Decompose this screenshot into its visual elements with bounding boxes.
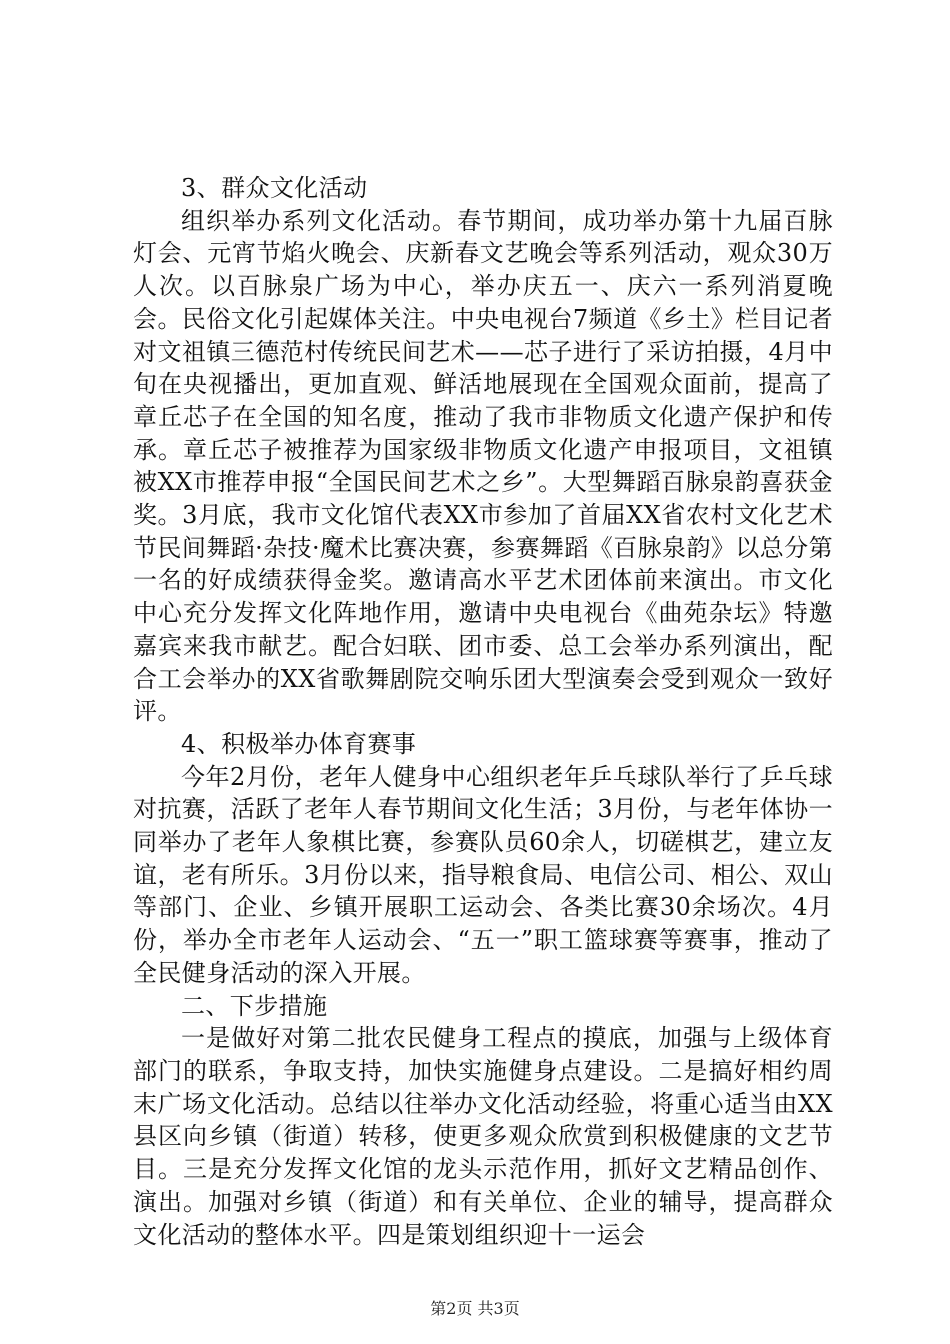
section-heading-next-steps: 二、下步措施	[181, 991, 328, 1020]
document-body	[133, 172, 833, 1251]
paragraph-mass-culture-activities: 组织举办系列文化活动。春节期间，成功举办第十九届百脉灯会、元宵节焰火晚会、庆新春文艺晚会等系列活动，观众30万人次。以百脉泉广场为中心，举办庆五一、庆六一系列消夏晚会。民俗文化引起媒体关注。中央电视台7频道《乡土》栏目记者对文祖镇三德范村传统民间艺术——芯子进行了采访拍摄，4月中旬在央视播出，更加直观、鲜活地展现在全国观众面前，提高了章丘芯子在全国的知名度，推动了我市非物质文化遗产保护和传承。章丘芯子被推荐为国家级非物质文化遗产申报项目，文祖镇被XX市推荐申报“全国民间艺术之乡”。大型舞蹈百脉泉韵喜获金奖。3月底，我市文化馆代表XX市参加了首届XX省农村文化艺术节民间舞蹈·杂技·魔术比赛决赛，参赛舞蹈《百脉泉韵》以总分第一名的好成绩获得金奖。邀请高水平艺术团体前来演出。市文化中心充分发挥文化阵地作用，邀请中央电视台《曲苑杂坛》特邀嘉宾来我市献艺。配合妇联、团市委、总工会举办系列演出，配合工会举办的XX省歌舞剧院交响乐团大型演奏会受到观众一致好评。	[133, 206, 833, 726]
page-number-footer: 第2页 共3页	[430, 1299, 520, 1318]
paragraph-sports-events: 今年2月份，老年人健身中心组织老年乒乓球队举行了乒乓球对抗赛，活跃了老年人春节期间文化生活；3月份，与老年体协一同举办了老年人象棋比赛，参赛队员60余人，切磋棋艺，建立友谊，老有所乐。3月份以来，指导粮食局、电信公司、相公、双山等部门、企业、乡镇开展职工运动会、各类比赛30余场次。4月份，举办全市老年人运动会、“五一”职工篮球赛等赛事，推动了全民健身活动的深入开展。	[133, 762, 833, 987]
paragraph-next-steps: 一是做好对第二批农民健身工程点的摸底，加强与上级体育部门的联系，争取支持，加快实施健身点建设。二是搞好相约周末广场文化活动。总结以往举办文化活动经验，将重心适当由XX县区向乡镇（街道）转移，使更多观众欣赏到积极健康的文艺节目。三是充分发挥文化馆的龙头示范作用，抓好文艺精品创作、演出。加强对乡镇（街道）和有关单位、企业的辅导，提高群众文化活动的整体水平。四是策划组织迎十一运会	[133, 1024, 833, 1249]
section-heading-sports-events: 4、积极举办体育赛事	[181, 729, 417, 758]
section-heading-mass-culture: 3、群众文化活动	[181, 174, 368, 202]
